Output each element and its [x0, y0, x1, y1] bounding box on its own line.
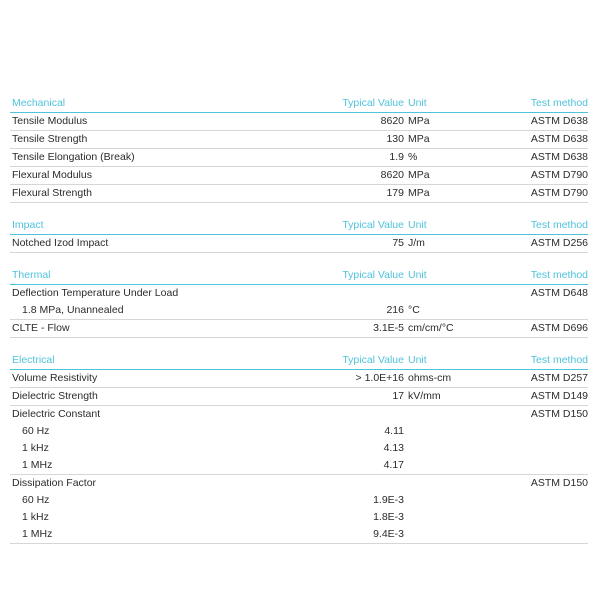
property-test-method: ASTM D648 [530, 287, 588, 299]
property-typical-value: 4.17 [383, 459, 404, 471]
column-header-unit: Unit [408, 97, 427, 109]
column-header-unit: Unit [408, 219, 427, 231]
property-unit: MPa [408, 169, 430, 181]
section-title: Impact [12, 219, 44, 231]
section-title: Thermal [12, 269, 51, 281]
property-test-method: ASTM D149 [530, 390, 588, 402]
column-header-test-method: Test method [530, 219, 588, 231]
property-label: Dissipation Factor [12, 477, 97, 489]
column-header-test-method: Test method [530, 269, 588, 281]
property-test-method: ASTM D638 [530, 133, 588, 145]
property-typical-value: 8620 [380, 115, 404, 127]
property-label: Tensile Elongation (Break) [12, 151, 135, 163]
property-unit: kV/mm [408, 390, 441, 402]
property-typical-value: 130 [386, 133, 404, 145]
property-test-method: ASTM D638 [530, 151, 588, 163]
column-header-unit: Unit [408, 354, 427, 366]
table-row [10, 148, 588, 166]
property-label: Dielectric Strength [12, 390, 98, 402]
property-typical-value: 17 [392, 390, 404, 402]
table-row [10, 302, 588, 319]
section-title: Mechanical [12, 97, 66, 109]
property-test-method: ASTM D150 [530, 477, 588, 489]
property-typical-value: 75 [392, 237, 404, 249]
property-label: 1.8 MPa, Unannealed [22, 304, 124, 316]
table-row [10, 526, 588, 544]
column-header-typical-value: Typical Value [342, 97, 404, 109]
column-header-typical-value: Typical Value [342, 354, 404, 366]
column-header-typical-value: Typical Value [342, 269, 404, 281]
property-label: 60 Hz [22, 425, 50, 437]
property-typical-value: 4.13 [383, 442, 404, 454]
property-unit: ohms-cm [408, 372, 452, 384]
column-header-test-method: Test method [530, 354, 588, 366]
property-unit: MPa [408, 115, 430, 127]
property-label: Deflection Temperature Under Load [12, 287, 179, 299]
table-row [10, 474, 588, 492]
property-test-method: ASTM D257 [530, 372, 588, 384]
column-header-typical-value: Typical Value [342, 219, 404, 231]
table-row [10, 370, 588, 387]
property-typical-value: 1.9 [389, 151, 404, 163]
property-test-method: ASTM D150 [530, 408, 588, 420]
property-label: 1 MHz [22, 528, 53, 540]
property-unit: % [408, 151, 418, 163]
table-row [10, 235, 588, 253]
property-unit: °C [408, 304, 420, 316]
property-test-method: ASTM D790 [530, 187, 588, 199]
property-label: Flexural Modulus [12, 169, 92, 181]
table-row [10, 166, 588, 184]
section-title: Electrical [12, 354, 55, 366]
property-typical-value: 8620 [380, 169, 404, 181]
table-row [10, 130, 588, 148]
table-section [10, 218, 588, 253]
property-label: Tensile Strength [12, 133, 88, 145]
property-label: Dielectric Constant [12, 408, 101, 420]
section-header-row [10, 96, 588, 113]
property-label: 60 Hz [22, 494, 50, 506]
table-row [10, 387, 588, 405]
table-row [10, 319, 588, 338]
property-test-method: ASTM D256 [530, 237, 588, 249]
column-header-test-method: Test method [530, 97, 588, 109]
property-typical-value: > 1.0E+16 [355, 372, 404, 384]
property-typical-value: 3.1E-5 [373, 322, 404, 334]
property-test-method: ASTM D638 [530, 115, 588, 127]
property-unit: MPa [408, 133, 430, 145]
table-row [10, 184, 588, 203]
property-typical-value: 1.8E-3 [373, 511, 404, 523]
table-row [10, 285, 588, 302]
column-header-unit: Unit [408, 269, 427, 281]
property-test-method: ASTM D790 [530, 169, 588, 181]
property-typical-value: 1.9E-3 [373, 494, 404, 506]
table-row [10, 405, 588, 423]
property-label: Notched Izod Impact [12, 237, 109, 249]
table-row [10, 440, 588, 457]
table-section [10, 96, 588, 203]
property-unit: J/m [408, 237, 425, 249]
table-section [10, 353, 588, 544]
property-typical-value: 9.4E-3 [373, 528, 404, 540]
table-row [10, 113, 588, 130]
property-typical-value: 216 [386, 304, 404, 316]
property-label: CLTE - Flow [12, 322, 70, 334]
property-label: 1 kHz [22, 442, 49, 454]
property-unit: MPa [408, 187, 430, 199]
property-label: Flexural Strength [12, 187, 92, 199]
table-row [10, 423, 588, 440]
property-label: Tensile Modulus [12, 115, 88, 127]
property-label: 1 kHz [22, 511, 49, 523]
property-unit: cm/cm/°C [408, 322, 454, 334]
table-row [10, 457, 588, 474]
property-typical-value: 179 [386, 187, 404, 199]
section-header-row [10, 268, 588, 285]
property-table [10, 96, 588, 544]
section-header-row [10, 218, 588, 235]
table-section [10, 268, 588, 338]
section-header-row [10, 353, 588, 370]
property-typical-value: 4.11 [384, 425, 404, 437]
table-row [10, 509, 588, 526]
property-label: 1 MHz [22, 459, 53, 471]
property-label: Volume Resistivity [12, 372, 98, 384]
property-test-method: ASTM D696 [530, 322, 588, 334]
table-row [10, 492, 588, 509]
